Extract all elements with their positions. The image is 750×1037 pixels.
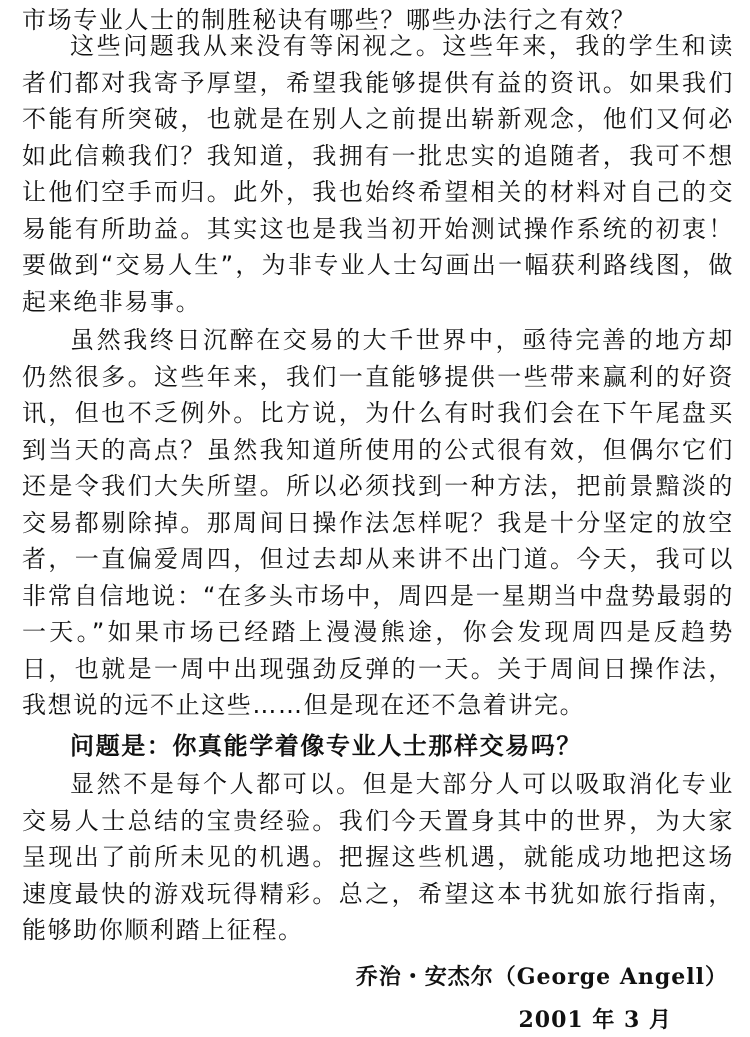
paragraph-4: 显然不是每个人都可以。但是大部分人可以吸取消化专业交易人士总结的宝贵经验。我们今天置身其中的世界，为大家呈现出了前所未见的机遇。把握这些机遇，就能成功地把这场速度最快的游戏玩得精彩。总之，希望这本书犹如旅行指南，能够助你顺利踏上征程。 — [22, 770, 734, 944]
bold-question: 问题是：你真能学着像专业人士那样交易吗？ — [70, 732, 582, 760]
opening-question: 市场专业人士的制胜秘诀有哪些？哪些办法行之有效？ — [22, 6, 637, 34]
signature-date: 2001 年 3 月 — [518, 1007, 672, 1033]
paragraph-2: 虽然我终日沉醉在交易的大千世界中，亟待完善的地方却仍然很多。这些年来，我们一直能够提供一些带来赢利的好资讯，但也不乏例外。比方说，为什么有时我们会在下午尾盘买到当天的高点？虽然我知道所使用的公式很有效，但偶尔它们还是令我们大失所望。所以必须找到一种方法，把前景黯淡的交易都剔除掉。那周间日操作法怎样呢？我是十分坚定的放空者，一直偏爱周四，但过去却从来讲不出门道。今天，我可以非常自信地说：“在多头市场中，周四是一星期当中盘势最弱的一天。”如果市场已经踏上漫漫熊途，你会发现周四是反趋势日，也就是一周中出现强劲反弹的一天。关于周间日操作法，我想说的远不止这些……但是现在还不急着讲完。 — [22, 326, 734, 719]
paragraph-1: 这些问题我从来没有等闲视之。这些年来，我的学生和读者们都对我寄予厚望，希望我能够提供有益的资讯。如果我们不能有所突破，也就是在别人之前提出崭新观念，他们又何必如此信赖我们？我知道，我拥有一批忠实的追随者，我可不想让他们空手而归。此外，我也始终希望相关的材料对自己的交易能有所助益。其实这也是我当初开始测试操作系统的初衷！要做到“交易人生”，为非专业人士勾画出一幅获利路线图，做起来绝非易事。 — [22, 32, 734, 316]
author-signature: 乔治・安杰尔（George Angell） — [355, 964, 728, 990]
